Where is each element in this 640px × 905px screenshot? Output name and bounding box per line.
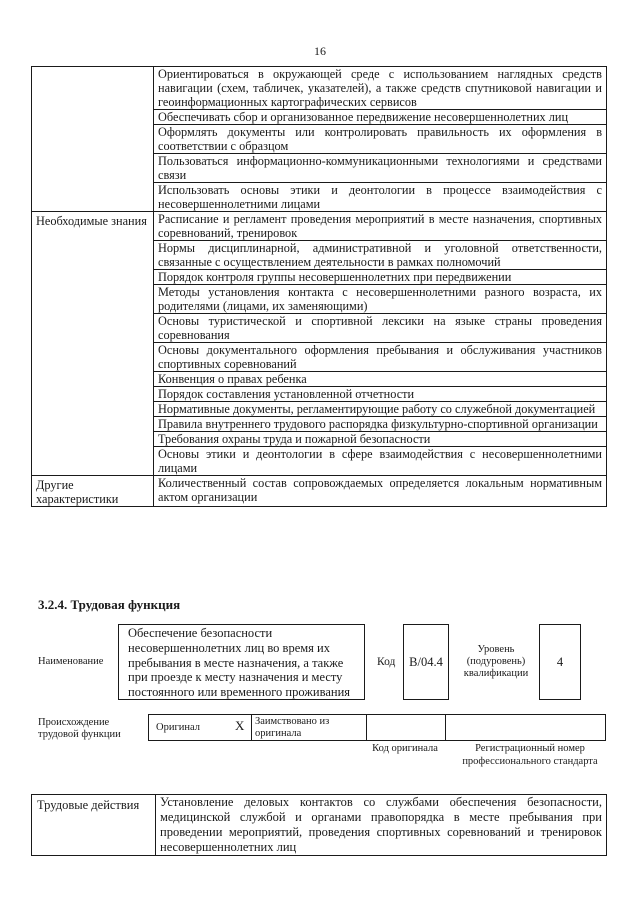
origin-original-cell bbox=[149, 715, 252, 740]
origin-code-cell bbox=[367, 715, 446, 740]
table-cell: Использовать основы этики и деонтологии в процессе взаимодействия с несовершеннолетними лицами bbox=[154, 183, 607, 212]
table-row bbox=[32, 476, 607, 507]
caption-original-code: Код оригинала bbox=[372, 743, 438, 754]
requirements-table bbox=[31, 66, 607, 507]
section-heading: 3.2.4. Трудовая функция bbox=[38, 597, 181, 612]
labor-actions-table bbox=[31, 794, 607, 856]
level-value-box: 4 bbox=[539, 624, 581, 700]
level-label: Уровень (подуровень) квалификации bbox=[463, 644, 529, 679]
labor-actions-text: Установление деловых контактов со службами обеспечения безопасности, медицинской службой и органами правопорядка в месте пребывания при проведении мероприятий, проведения спортивных соревнований и тренировок несовершеннолетних лиц bbox=[156, 795, 607, 856]
table-cell: Порядок составления установленной отчетности bbox=[154, 387, 607, 402]
table-cell: Основы этики и деонтологии в сфере взаимодействия с несовершеннолетними лицами bbox=[154, 447, 607, 476]
origin-row bbox=[148, 714, 606, 741]
table-cell: Основы документального оформления пребывания и обслуживания участников спортивных соревнований bbox=[154, 343, 607, 372]
table-cell: Оформлять документы или контролировать правильность их оформления в соответствии с образцом bbox=[154, 125, 607, 154]
labor-actions-row bbox=[32, 795, 607, 856]
table-cell: Конвенция о правах ребенка bbox=[154, 372, 607, 387]
origin-reg-cell bbox=[446, 715, 605, 740]
table-cell: Пользоваться информационно-коммуникационными технологиями и средствами связи bbox=[154, 154, 607, 183]
table-row bbox=[32, 212, 607, 241]
table-cell: Порядок контроля группы несовершеннолетних при передвижении bbox=[154, 270, 607, 285]
labor-actions-label: Трудовые действия bbox=[32, 795, 156, 856]
caption-reg-number: Регистрационный номер профессионального стандарта bbox=[462, 743, 598, 767]
page-number: 16 bbox=[314, 44, 326, 58]
table-cell: Нормативные документы, регламентирующие работу со служебной документацией bbox=[154, 402, 607, 417]
name-label: Наименование bbox=[38, 656, 104, 667]
origin-borrowed-label: Заимствовано из оригинала bbox=[255, 716, 330, 739]
table-cell: Нормы дисциплинарной, административной и уголовной ответственности, связанные с осуществлением деятельности в рамках полномочий bbox=[154, 241, 607, 270]
code-value-box: В/04.4 bbox=[403, 624, 449, 700]
row-group-label: Другие характеристики bbox=[32, 476, 154, 507]
function-name-box: Обеспечение безопасности несовершеннолетних лиц во время их пребывания в месте назначения, а также при проезде к месту назначения и месту постоянного или временного проживания bbox=[118, 624, 365, 700]
table-cell: Правила внутреннего трудового распорядка физкультурно-спортивной организации bbox=[154, 417, 607, 432]
origin-check-mark: X bbox=[235, 718, 245, 733]
origin-label: Происхождение трудовой функции bbox=[38, 717, 121, 740]
table-cell: Ориентироваться в окружающей среде с использованием наглядных средств навигации (схем, табличек, указателей), а также средств спутниковой навигации и геоинформационных картографических сервисов bbox=[154, 67, 607, 110]
origin-original-label: Оригинал bbox=[156, 722, 200, 733]
table-row bbox=[32, 67, 607, 110]
table-cell: Расписание и регламент проведения мероприятий в месте назначения, спортивных соревнований, тренировок bbox=[154, 212, 607, 241]
table-cell: Методы установления контакта с несовершеннолетними разного возраста, их родителями (лицами, их заменяющими) bbox=[154, 285, 607, 314]
table-cell: Количественный состав сопровождаемых определяется локальным нормативным актом организации bbox=[154, 476, 607, 507]
origin-borrowed-cell bbox=[252, 715, 367, 740]
code-label: Код bbox=[377, 656, 396, 668]
table-cell: Основы туристической и спортивной лексики на языке страны проведения соревнования bbox=[154, 314, 607, 343]
table-cell: Обеспечивать сбор и организованное передвижение несовершеннолетних лиц bbox=[154, 110, 607, 125]
row-group-label bbox=[32, 67, 154, 212]
row-group-label: Необходимые знания bbox=[32, 212, 154, 476]
table-cell: Требования охраны труда и пожарной безопасности bbox=[154, 432, 607, 447]
